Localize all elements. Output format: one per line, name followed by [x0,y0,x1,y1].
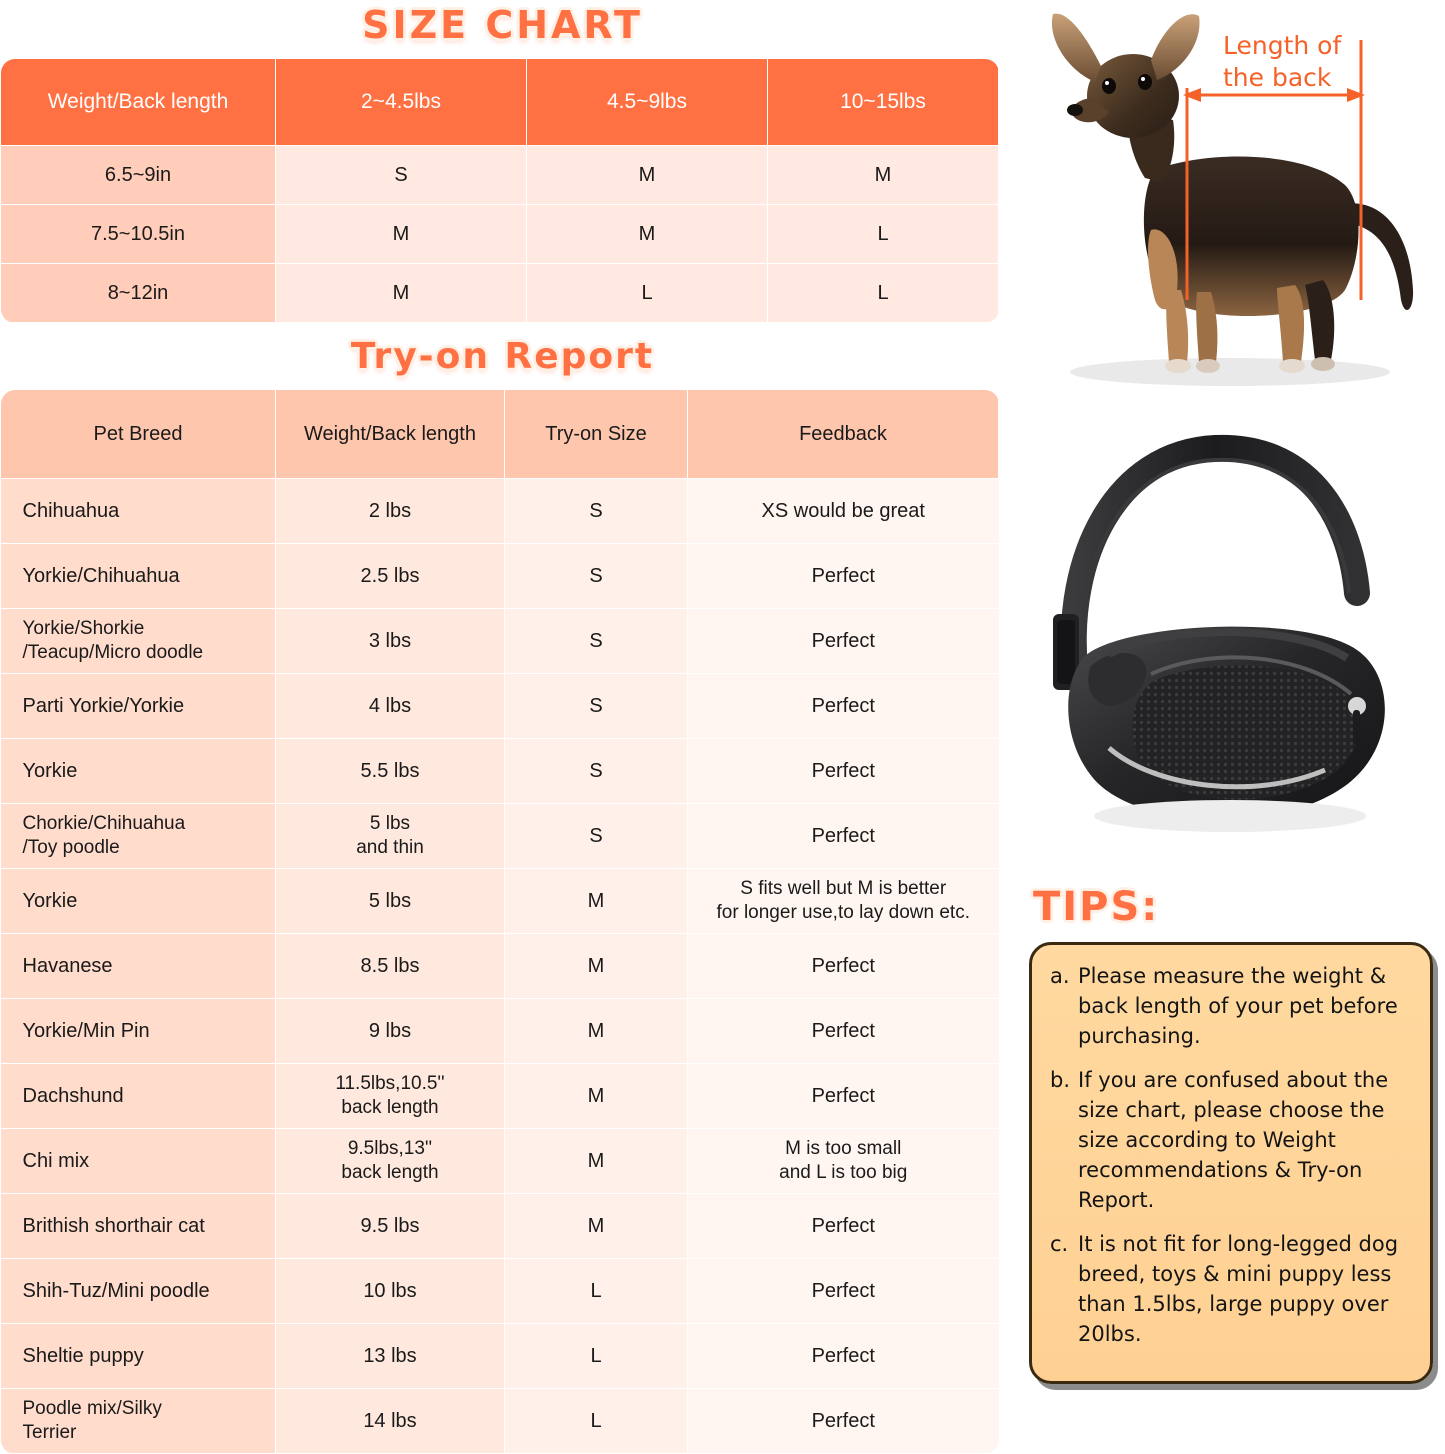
tryon-cell-feedback: Perfect [688,934,999,999]
size-chart-cell: S [276,146,527,205]
tryon-cell-feedback: M is too small and L is too big [688,1129,999,1194]
tip-marker: b. [1050,1068,1071,1092]
table-row [1,146,999,205]
tryon-cell-feedback: Perfect [688,674,999,739]
tryon-cell-weight: 9.5 lbs [276,1194,505,1259]
size-chart-cell: M [276,205,527,264]
table-row [1,1194,999,1259]
tryon-cell-weight: 2.5 lbs [276,544,505,609]
table-row [1,1389,999,1454]
tryon-cell-size: M [505,934,688,999]
bag-strap-adjuster-inner [1057,620,1075,684]
tryon-cell-weight: 3 lbs [276,609,505,674]
tryon-cell-size: M [505,1129,688,1194]
tryon-cell-breed: Yorkie/Chihuahua [1,544,276,609]
table-row [1,1129,999,1194]
tip-text: It is not fit for long-legged dog breed, toys & mini puppy less than 1.5lbs, large puppy over 20lbs. [1078,1232,1399,1346]
tryon-cell-size: S [505,804,688,869]
table-row [1,674,999,739]
table-row [1,1064,999,1129]
tryon-report-title: Try-on Report [350,336,655,377]
tryon-cell-feedback: Perfect [688,1259,999,1324]
size-chart-header-row [1,59,999,146]
tryon-header-row [1,390,999,479]
size-chart-body [1,146,999,323]
right-column [1005,0,1445,1432]
tryon-cell-feedback: S fits well but M is better for longer use,to lay down etc. [688,869,999,934]
size-chart-cell: L [768,205,999,264]
tryon-cell-breed: Chihuahua [1,479,276,544]
table-row [1,264,999,323]
size-chart-header-cell: Weight/Back length [1,59,276,146]
table-row [1,479,999,544]
tryon-cell-breed: Chorkie/Chihuahua /Toy poodle [1,804,276,869]
tryon-cell-weight: 10 lbs [276,1259,505,1324]
tryon-cell-size: S [505,544,688,609]
tryon-cell-breed: Yorkie/Shorkie /Teacup/Micro doodle [1,609,276,674]
size-chart-cell: M [527,146,768,205]
tryon-cell-weight: 9.5lbs,13'' back length [276,1129,505,1194]
tip-item [1050,1065,1412,1215]
size-chart-rowlabel: 8~12in [1,264,276,323]
tryon-header-cell: Try-on Size [505,390,688,479]
table-row [1,934,999,999]
bag-shadow [1094,800,1366,832]
tryon-cell-weight: 8.5 lbs [276,934,505,999]
tryon-cell-breed: Poodle mix/Silky Terrier [1,1389,276,1454]
tryon-cell-feedback: Perfect [688,1064,999,1129]
tryon-cell-weight: 4 lbs [276,674,505,739]
bag-illustration [1005,418,1445,868]
tips-title: TIPS: [1033,884,1160,930]
tryon-cell-breed: Dachshund [1,1064,276,1129]
tryon-cell-size: L [505,1389,688,1454]
tryon-cell-size: M [505,1064,688,1129]
pet-sling-carrier-photo [1005,418,1445,868]
tryon-cell-weight: 5 lbs [276,869,505,934]
tryon-cell-size: M [505,869,688,934]
tryon-cell-breed: Shih-Tuz/Mini poodle [1,1259,276,1324]
tryon-cell-weight: 13 lbs [276,1324,505,1389]
tryon-cell-weight: 2 lbs [276,479,505,544]
table-row [1,739,999,804]
tryon-cell-breed: Havanese [1,934,276,999]
tip-item [1050,961,1412,1051]
tryon-cell-feedback: Perfect [688,804,999,869]
size-chart-table-wrap [0,58,1005,323]
table-row [1,609,999,674]
tryon-cell-size: S [505,739,688,804]
tryon-cell-breed: Yorkie [1,739,276,804]
size-chart-header-cell: 10~15lbs [768,59,999,146]
tip-marker: a. [1050,964,1070,988]
tryon-cell-breed: Yorkie/Min Pin [1,999,276,1064]
back-length-label: Length of the back [1223,31,1342,92]
tryon-cell-weight: 5.5 lbs [276,739,505,804]
tryon-cell-size: S [505,479,688,544]
tryon-cell-size: M [505,1194,688,1259]
tryon-cell-size: S [505,609,688,674]
tryon-cell-weight: 14 lbs [276,1389,505,1454]
tip-item [1050,1229,1412,1349]
tryon-cell-breed: Yorkie [1,869,276,934]
tryon-report-table [0,389,999,1454]
tryon-cell-feedback: Perfect [688,1389,999,1454]
size-chart-cell: M [768,146,999,205]
tryon-cell-weight: 11.5lbs,10.5'' back length [276,1064,505,1129]
tryon-cell-weight: 9 lbs [276,999,505,1064]
tryon-cell-feedback: Perfect [688,1324,999,1389]
tips-box [1029,942,1433,1384]
table-row [1,869,999,934]
size-chart-title: SIZE CHART [362,3,643,47]
tryon-cell-breed: Parti Yorkie/Yorkie [1,674,276,739]
table-row [1,544,999,609]
tryon-cell-feedback: Perfect [688,1194,999,1259]
size-chart-rowlabel: 7.5~10.5in [1,205,276,264]
tip-text: If you are confused about the size chart, please choose the size according to Weight recommendations & Try-on Report. [1078,1068,1389,1212]
tryon-cell-size: L [505,1259,688,1324]
table-row [1,1324,999,1389]
tryon-cell-feedback: Perfect [688,999,999,1064]
table-row [1,804,999,869]
tip-marker: c. [1050,1232,1069,1256]
tryon-report-table-wrap [0,389,1005,1454]
tryon-head [1,390,999,479]
tryon-cell-feedback: XS would be great [688,479,999,544]
table-row [1,205,999,264]
tryon-cell-breed: Chi mix [1,1129,276,1194]
tryon-cell-feedback: Perfect [688,544,999,609]
size-chart-header-cell: 4.5~9lbs [527,59,768,146]
tryon-cell-size: L [505,1324,688,1389]
dog-measurement-illustration [1005,0,1445,400]
size-chart-cell: L [768,264,999,323]
size-chart-table [0,58,999,323]
size-chart-head [1,59,999,146]
tryon-header-cell: Pet Breed [1,390,276,479]
tryon-cell-breed: Brithish shorthair cat [1,1194,276,1259]
size-chart-cell: M [276,264,527,323]
table-row [1,1259,999,1324]
size-chart-cell: L [527,264,768,323]
table-row [1,999,999,1064]
tryon-cell-feedback: Perfect [688,609,999,674]
tip-text: Please measure the weight & back length of your pet before purchasing. [1078,964,1398,1048]
tryon-cell-size: S [505,674,688,739]
tryon-header-cell: Feedback [688,390,999,479]
tryon-cell-breed: Sheltie puppy [1,1324,276,1389]
tryon-cell-size: M [505,999,688,1064]
size-chart-rowlabel: 6.5~9in [1,146,276,205]
size-chart-header-cell: 2~4.5lbs [276,59,527,146]
tryon-cell-feedback: Perfect [688,739,999,804]
bag-zipper-tag [1353,710,1360,744]
tryon-body [1,479,999,1454]
size-chart-cell: M [527,205,768,264]
tryon-header-cell: Weight/Back length [276,390,505,479]
tryon-cell-weight: 5 lbs and thin [276,804,505,869]
